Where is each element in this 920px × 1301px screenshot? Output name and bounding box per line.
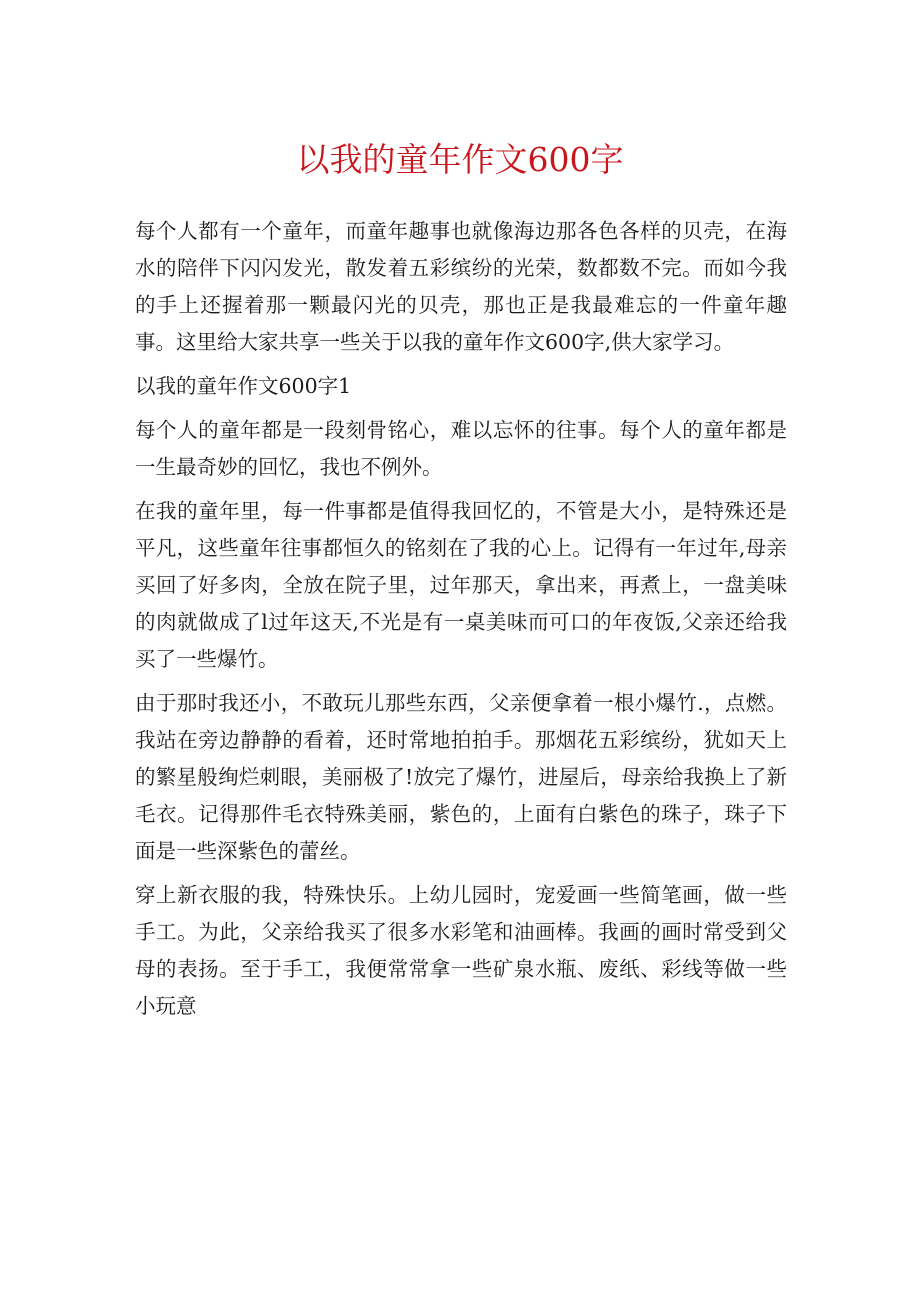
page-title: 以我的童年作文600字 xyxy=(296,140,624,179)
paragraph: 每个人的童年都是一段刻骨铭心，难以忘怀的往事。每个人的童年都是一生最奇妙的回忆，我也不例外。 xyxy=(135,418,787,479)
paragraph-intro: 每个人都有一个童年，而童年趣事也就像海边那各色各样的贝壳，在海水的陪伴下闪闪发光，散发着五彩缤纷的光荣，数都数不完。而如今我的手上还握着那一颗最闪光的贝壳，那也正是我最难忘的一件童年趣事。这里给大家共享一些关于以我的童年作文600字,供大家学习。 xyxy=(135,219,787,354)
paragraph: 穿上新衣服的我，特殊快乐。上幼儿园时，宠爱画一些简笔画，做一些手工。为此，父亲给我买了很多水彩笔和油画棒。我画的画时常受到父母的表扬。至于手工，我便常常拿一些矿泉水瓶、废纸、彩线等做一些小玩意 xyxy=(135,883,787,1018)
document-body xyxy=(135,213,787,1032)
paragraph: 在我的童年里，每一件事都是值得我回忆的，不管是大小，是特殊还是平凡，这些童年往事都恒久的铭刻在了我的心上。记得有一年过年,母亲买回了好多肉，全放在院子里，过年那天，拿出来，再煮上，一盘美味的肉就做成了l过年这天,不光是有一桌美味而可口的年夜饭,父亲还给我买了一些爆竹。 xyxy=(135,499,787,671)
section-heading: 以我的童年作文600字1 xyxy=(135,374,352,398)
paragraph: 由于那时我还小，不敢玩儿那些东西，父亲便拿着一根小爆竹.，点燃。我站在旁边静静的看着，还时常地拍拍手。那烟花五彩缤纷，犹如天上的繁星般绚烂刺眼，美丽极了!放完了爆竹，进屋后，母亲给我换上了新毛衣。记得那件毛衣特殊美丽，紫色的，上面有白紫色的珠子，珠子下面是一些深紫色的蕾丝。 xyxy=(135,691,787,863)
